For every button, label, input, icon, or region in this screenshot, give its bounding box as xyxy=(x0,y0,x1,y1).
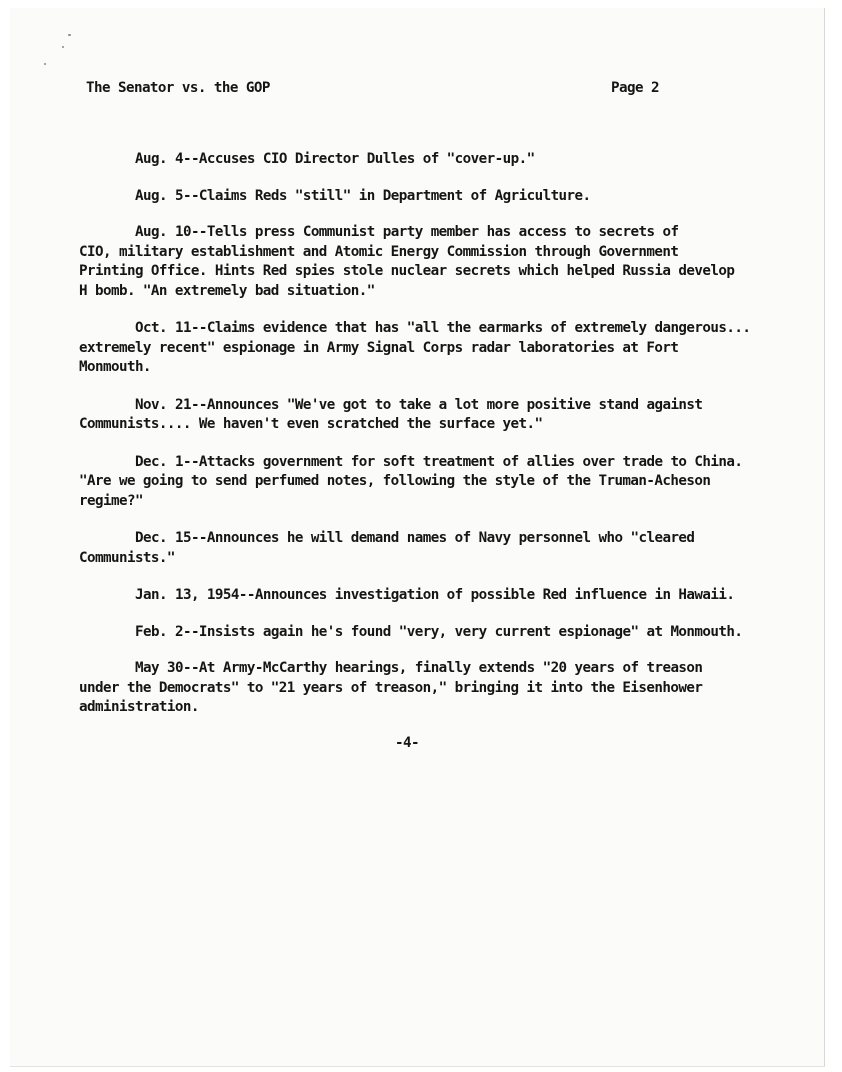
document-title: The Senator vs. the GOP xyxy=(86,80,270,96)
page-number: Page 2 xyxy=(611,80,659,96)
paper-speck xyxy=(44,63,46,65)
entry-aug-10: Aug. 10--Tells press Communist party member has access to secrets of CIO, military establishment and Atomic Energy Commission through Government Printing Office. Hints Red spies stole nuclear secrets which helped Russia develop H bomb. "An extremely bad situation." xyxy=(79,224,735,299)
page-header xyxy=(86,80,686,102)
chronology-list xyxy=(79,150,794,718)
entry-dec-15: Dec. 15--Announces he will demand names of Navy personnel who "cleared Communists." xyxy=(79,530,695,566)
entry-feb-2: Feb. 2--Insists again he's found "very, very current espionage" at Monmouth. xyxy=(135,623,743,640)
page-footer-mark: -4- xyxy=(395,735,419,751)
entry-aug-4: Aug. 4--Accuses CIO Director Dulles of "cover-up." xyxy=(135,151,535,167)
entry-aug-5: Aug. 5--Claims Reds "still" in Department of Agriculture. xyxy=(135,187,591,204)
entry-oct-11: Oct. 11--Claims evidence that has "all the earmarks of extremely dangerous... extremely recent" espionage in Army Signal Corps radar laboratories at Fort Monmouth. xyxy=(79,320,751,375)
entry-dec-1: Dec. 1--Attacks government for soft treatment of allies over trade to China. "Are we going to send perfumed notes, following the style of the Truman-Acheson regime?" xyxy=(79,453,743,509)
paper-speck xyxy=(62,46,64,48)
entry-may-30: May 30--At Army-McCarthy hearings, finally extends "20 years of treason under the Democrats" to "21 years of treason," bringing it into the Eisenhower administration. xyxy=(79,660,703,715)
paper-speck xyxy=(68,34,71,36)
entry-jan-13: Jan. 13, 1954--Announces investigation of possible Red influence in Hawaii. xyxy=(135,587,735,603)
entry-nov-21: Nov. 21--Announces "We've got to take a lot more positive stand against Communists.... We haven't even scratched the surface yet." xyxy=(79,396,703,432)
